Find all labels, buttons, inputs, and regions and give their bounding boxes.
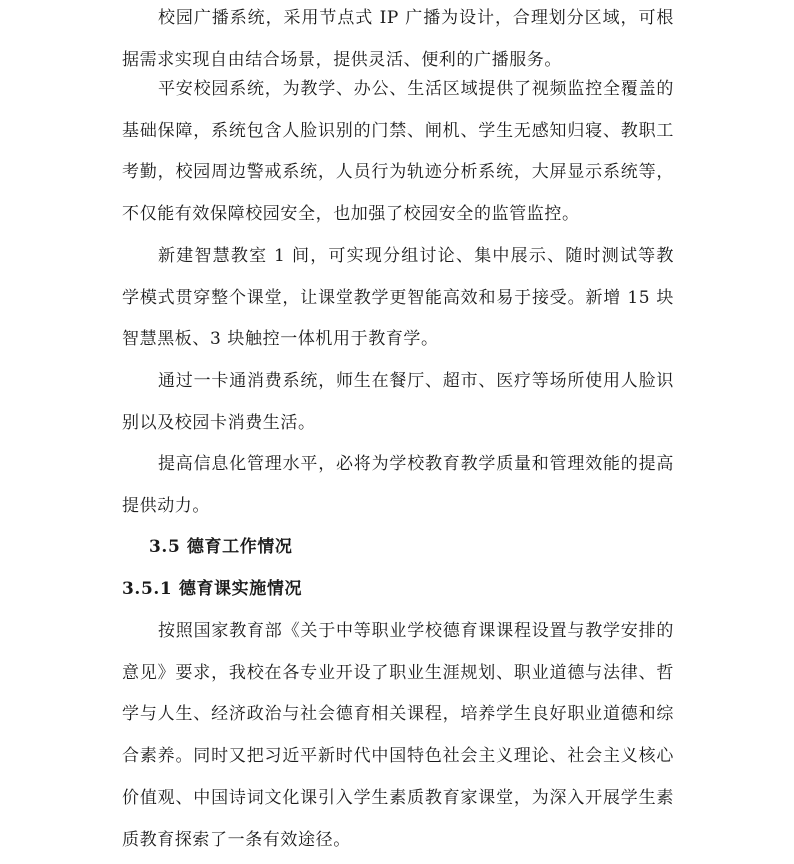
paragraph-card-system: 通过一卡通消费系统，师生在餐厅、超市、医疗等场所使用人脸识别以及校园卡消费生活。 — [122, 371, 674, 433]
subsection-heading: 3.5.1 德育课实施情况 — [122, 579, 303, 599]
paragraph-safe-campus: 平安校园系统，为教学、办公、生活区域提供了视频监控全覆盖的基础保障，系统包含人脸识别的门禁、闸机、学生无感知归寝、教职工考勤，校园周边警戒系统，人员行为轨迹分析系统，大屏显示系统等，不仅能有效保障校园安全，也加强了校园安全的监管监控。 — [122, 79, 674, 225]
paragraph-moral-education: 按照国家教育部《关于中等职业学校德育课课程设置与教学安排的意见》要求，我校在各专业开设了职业生涯规划、职业道德与法律、哲学与人生、经济政治与社会德育相关课程，培养学生良好职业道德和综合素养。同时又把习近平新时代中国特色社会主义理论、社会主义核心价值观、中国诗词文化课引入学生素质教育家课堂，为深入开展学生素质教育探索了一条有效途径。 — [122, 621, 674, 850]
section-heading: 3.5 德育工作情况 — [149, 537, 293, 557]
paragraph-smart-classroom: 新建智慧教室 1 间，可实现分组讨论、集中展示、随时测试等教学模式贯穿整个课堂，让课堂教学更智能高效和易于接受。新增 15 块智慧黑板、3 块触控一体机用于教育学。 — [122, 246, 674, 350]
paragraph-info-management: 提高信息化管理水平，必将为学校教育教学质量和管理效能的提高提供动力。 — [122, 454, 674, 516]
paragraph-broadcast-system: 校园广播系统，采用节点式 IP 广播为设计，合理划分区域，可根据需求实现自由结合场景，提供灵活、便利的广播服务。 — [122, 8, 674, 70]
